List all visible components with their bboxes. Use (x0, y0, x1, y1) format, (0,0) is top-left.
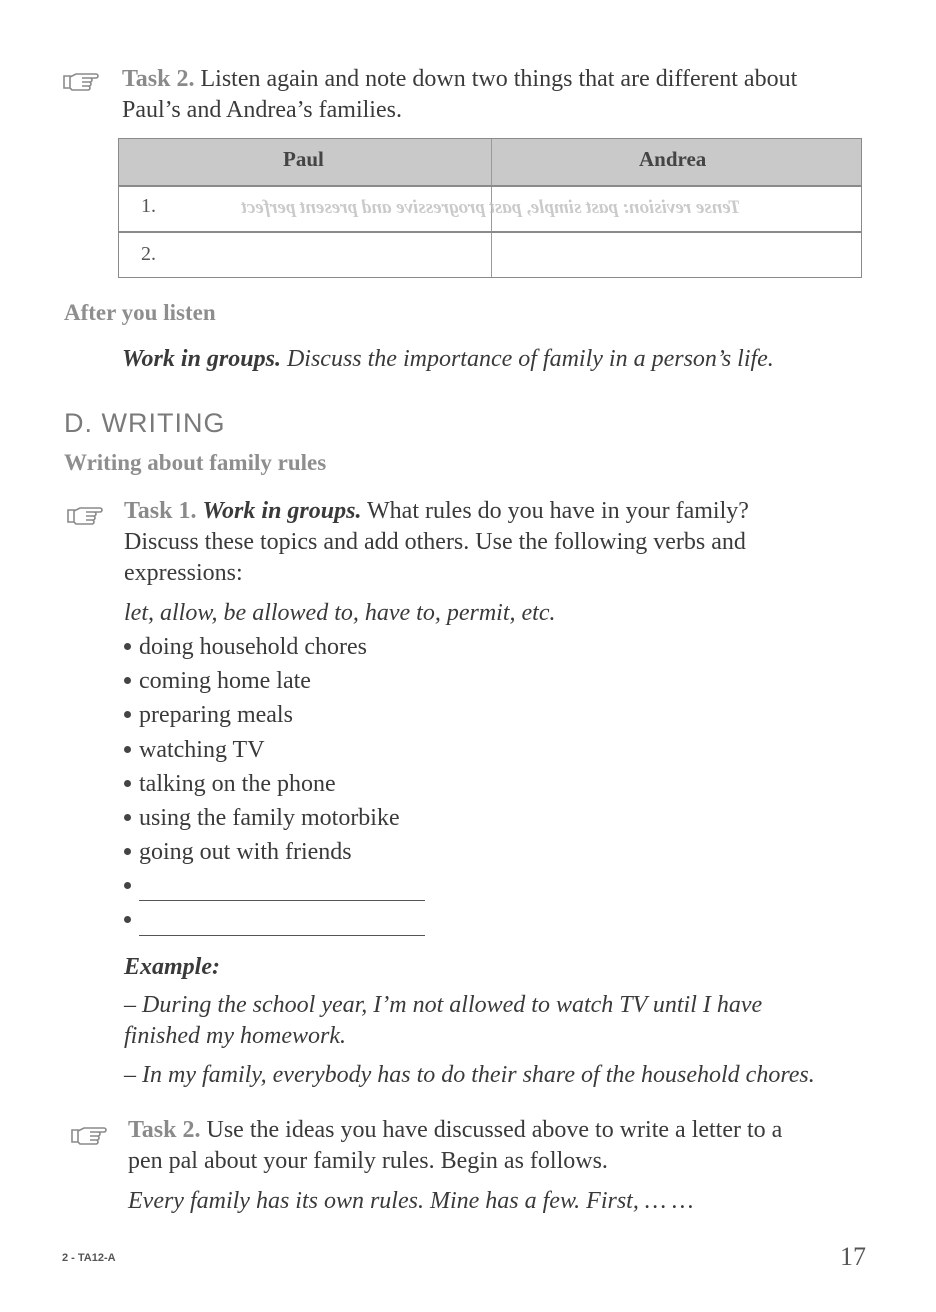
section-subheading: Writing about family rules (64, 450, 327, 475)
pointing-hand-icon (70, 1124, 110, 1146)
page-number: 17 (840, 1242, 866, 1271)
list-item: going out with friends (124, 837, 425, 871)
list-item: coming home late (124, 666, 425, 700)
listening-task2 (122, 64, 882, 126)
bleed-through-text: Tense revision: past simple, past progressive and present perfect (241, 197, 741, 218)
instruction-lead: Work in groups. (122, 346, 281, 372)
table-header-paul: Paul (283, 147, 324, 171)
letter-starter: Every family has its own rules. Mine has a few. First, … … (128, 1188, 694, 1214)
table-row-number: 1. (141, 195, 156, 217)
task-label: Task 2. (122, 66, 195, 92)
writing-task2 (128, 1115, 866, 1177)
list-item: watching TV (124, 735, 425, 769)
list-item: preparing meals (124, 700, 425, 734)
task-label: Task 1. (124, 498, 197, 524)
after-listen-instruction (122, 344, 774, 375)
list-item: using the family motorbike (124, 803, 425, 837)
section-title: D. WRITING (64, 408, 226, 438)
task-text: Use the ideas you have discussed above to write a letter to a (206, 1117, 783, 1143)
table-header-row (119, 139, 861, 185)
example-1: – During the school year, I’m not allowed to watch TV until I have finished my homework. (124, 992, 763, 1049)
blank-list-item (124, 906, 425, 940)
table-row-number: 2. (141, 243, 156, 265)
list-item: talking on the phone (124, 769, 425, 803)
example-label: Example: (124, 954, 220, 980)
instruction-text: Discuss the importance of family in a person’s life. (286, 346, 774, 372)
list-item: doing household chores (124, 632, 425, 666)
task-text-continued: expressions: (124, 560, 243, 586)
pointing-hand-icon (62, 70, 102, 92)
task-lead: Work in groups. (202, 498, 362, 524)
verbs-list: let, allow, be allowed to, have to, permit, etc. (124, 600, 556, 626)
topics-list (124, 632, 425, 940)
task-text: Listen again and note down two things that are different about (200, 66, 798, 92)
writing-task1 (124, 496, 864, 589)
task-text-continued: pen pal about your family rules. Begin as follows. (128, 1148, 608, 1174)
after-you-listen-heading: After you listen (64, 300, 216, 325)
table-header-andrea: Andrea (639, 147, 707, 171)
example-2: – In my family, everybody has to do their share of the household chores. (124, 1062, 815, 1088)
task-text-continued: Discuss these topics and add others. Use the following verbs and (124, 529, 746, 555)
task-text: What rules do you have in your family? (367, 498, 749, 524)
task-text-continued: Paul’s and Andrea’s families. (122, 97, 402, 123)
task-label: Task 2. (128, 1117, 201, 1143)
footer-code: 2 - TA12-A (62, 1252, 116, 1264)
comparison-table (118, 138, 862, 278)
pointing-hand-icon (66, 504, 106, 526)
blank-list-item (124, 871, 425, 905)
